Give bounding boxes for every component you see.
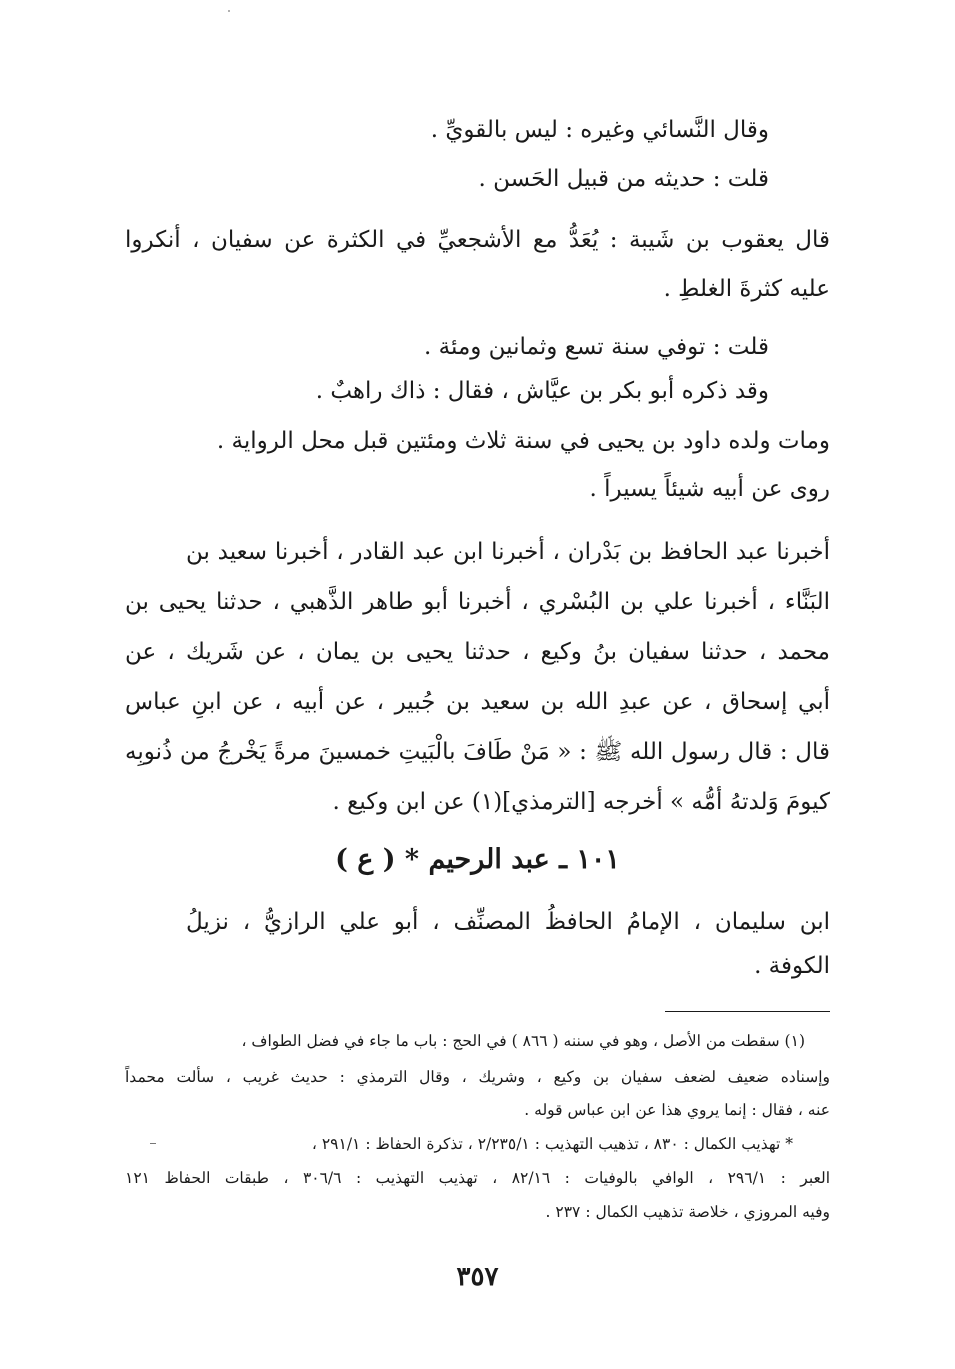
entry-heading: ١٠١ ـ عبد الرحيم * ( ع ) <box>335 844 620 875</box>
text-line: ومات ولده داود بن يحيى في سنة ثلاث ومئتين قبل محل الرواية . <box>216 428 830 454</box>
text-line: قال : قال رسول الله ﷺ : « مَنْ طَافَ بالْبَيتِ خمسينَ مرةً يَخْرجُ من ذُنوبِه <box>125 739 830 765</box>
footnote-separator <box>665 1011 830 1012</box>
text-line: كيومَ وَلدتهُ أمُّه » أخرجه [الترمذي](١) عن ابن وكيع . <box>332 789 830 815</box>
text-line: أبي إسحاق ، عن عبدِ الله بن سعيد بن جُبير ، عن أبيه ، عن ابنِ عباس <box>125 689 830 715</box>
text-line: البَنَّاء ، أخبرنا علي بن البُسْري ، أخبرنا أبو طاهر الذَّهبي ، حدثنا يحيى بن <box>125 589 830 615</box>
footnote-line: العبر : ٢٩٦/١ ، الوافي بالوفيات : ٨٢/١٦ ، تهذيب التهذيب : ٣٠٦/٦ ، طبقات الحفاظ ١٢١ <box>125 1169 830 1187</box>
footnote-line: عنه ، فقال : إنما يروي هذا عن ابن عباس قوله . <box>524 1101 830 1119</box>
footnote-line: (١) سقطت من الأصل ، وهو في سننه ( ٨٦٦ ) في الحج : باب ما جاء في فضل الطواف ، <box>241 1032 805 1050</box>
footnote-line: وفيه المروزي ، خلاصة تذهيب الكمال : ٢٣٧ . <box>545 1203 830 1221</box>
footnote-line: وإسناده ضعيف لضعف سفيان بن وكيع ، وشريك ، وقال الترمذي : حديث غريب ، سألت محمداً <box>125 1068 830 1086</box>
text-line: الكوفة . <box>754 953 830 979</box>
text-line: قلت : توفي سنة تسع وثمانين ومئة . <box>424 334 769 360</box>
text-line: قلت : حديثه من قبيل الحَسن . <box>478 166 769 192</box>
text-line: محمد ، حدثنا سفيان بنُ وكيع ، حدثنا يحيى بن يمان ، عن شَريك ، عن <box>125 639 830 665</box>
text-line: روى عن أبيه شيئاً يسيراً . <box>589 476 830 502</box>
footnote-line: * تهذيب الكمال : ٨٣٠ ، تذهيب التهذيب : ٢/٢٣٥/١ ، تذكرة الحفاظ : ٢٩١/١ ، <box>311 1135 793 1153</box>
scan-speck <box>228 10 230 12</box>
text-line: وقال النَّسائي وغيره : ليس بالقويِّ . <box>430 117 769 143</box>
text-line: قال يعقوب بن شَيبة : يُعَدُّ مع الأشجعيِّ في الكثرة عن سفيان ، أنكروا <box>125 227 830 253</box>
text-line: ابن سليمان ، الإمامُ الحافظُ المصنِّف ، أبو علي الرازيُّ ، نزيلُ <box>186 909 830 935</box>
text-line: عليه كثرةَ الغلطِ . <box>663 276 830 302</box>
scan-mark <box>150 1143 156 1144</box>
text-line: وقد ذكره أبو بكر بن عيَّاش ، فقال : ذاك راهبٌ . <box>315 378 769 404</box>
text-line: أخبرنا عبد الحافظ بن بَدْران ، أخبرنا ابن عبد القادر ، أخبرنا سعيد بن <box>186 539 830 565</box>
page-number: ٣٥٧ <box>456 1262 499 1292</box>
